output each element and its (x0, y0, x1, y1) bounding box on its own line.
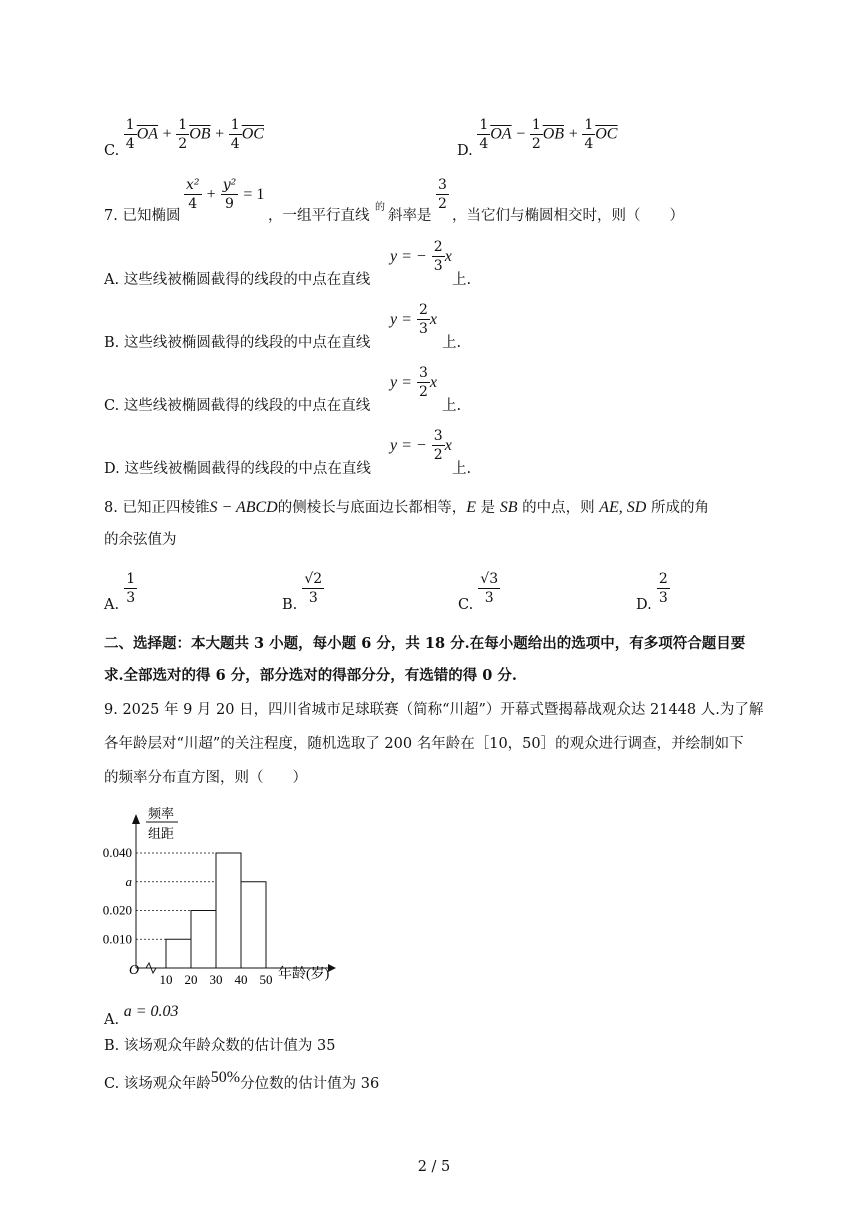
q6-option-c: C. $\frac{1}{4}$ $\overline{OA}$ + $\frac{1}{2}$ $\overline{OB}$ + $\frac{1}{4}$ $\overline{OC}$ (104, 117, 264, 159)
histogram-bar (241, 882, 266, 968)
q7-stem-start: 7. 已知椭圆 (104, 208, 181, 224)
fraction: $\frac{1}{4}$ (479, 117, 489, 152)
y-tick-label: 0.020 (102, 902, 132, 918)
histogram-bar (166, 939, 191, 968)
page-number: 2 / 5 (417, 1159, 451, 1175)
q9-stem-line1: 9. 2025 年 9 月 20 日，四川省城市足球联赛（简称“川超”）开幕式暨揭幕战观众达 21448 人.为了解 (104, 702, 764, 718)
x-tick-label: 50 (259, 972, 273, 987)
q7-stem-end: ，当它们与椭圆相交时，则（ ） (452, 208, 684, 224)
q7-slope-text: 斜率是 (388, 208, 432, 224)
option-label: D. (457, 142, 473, 159)
y-axis-arrow (132, 814, 140, 824)
histogram-bar (191, 911, 216, 969)
q9-option-c: C. 该场观众年龄50%分位数的估计值为 36 (104, 1069, 380, 1092)
slope-fraction: $\frac{3}{2}$ (438, 177, 447, 212)
histogram-bar (216, 853, 241, 968)
fraction: $\frac{1}{2}$ (531, 117, 541, 152)
q9-option-a: A. a = 0.03 (104, 1003, 179, 1028)
vector-ob: $\overline{OB}$ (542, 125, 565, 143)
q9-stem-line3: 的频率分布直方图，则（ ） (104, 770, 307, 786)
frequency-histogram (96, 800, 346, 990)
vector-oa: $\overline{OA}$ (136, 125, 159, 143)
fraction: $\frac{1}{4}$ (230, 117, 240, 152)
q8-option-b: B. $\frac{√2}{3}$ (282, 571, 323, 613)
q8-option-d: D. $\frac{2}{3}$ (636, 571, 668, 613)
x-tick-label: 40 (234, 972, 248, 987)
x-tick-label: 10 (159, 972, 173, 987)
vector-ob: $\overline{OB}$ (189, 125, 211, 143)
q8-option-c: C. $\frac{√3}{3}$ (458, 571, 499, 613)
section-heading-line2: 求.全部选对的得 6 分，部分选对的得部分分，有选错的得 0 分. (104, 667, 517, 684)
vector-oc: $\overline{OC}$ (595, 125, 618, 143)
y-tick-label: a (125, 873, 132, 889)
q7-stem-mid: ，一组平行直线 (268, 208, 370, 224)
q9-stem-line2: 各年龄层对“川超”的关注程度，随机选取了 200 名年龄在［10，50］的观众进行调查，并绘制如下 (104, 736, 744, 752)
y-label-top: 频率 (148, 806, 175, 821)
fraction: $\frac{1}{4}$ (584, 117, 594, 152)
x-axis-label: 年龄(岁) (278, 967, 330, 982)
q7-de-char: 的 (375, 202, 385, 213)
ellipse-equation: $\frac{\text{x²}}{4}$ + $\frac{\text{y²}}{9}$ = 1 (186, 177, 265, 212)
y-label-bottom: 组距 (148, 826, 175, 841)
fraction: $\frac{1}{2}$ (178, 117, 188, 152)
section-heading-line1: 二、选择题：本大题共 3 小题，每小题 6 分，共 18 分.在每小题给出的选项中，有多项符合题目要 (104, 635, 746, 652)
fraction: $\frac{1}{4}$ (125, 117, 135, 152)
q9-option-b: B. 该场观众年龄众数的估计值为 35 (104, 1038, 336, 1054)
vector-oa: $\overline{OA}$ (490, 125, 512, 143)
q8-stem: 8. 已知正四棱锥S − ABCD的侧棱长与底面边长都相等，E 是 SB 的中点，则 AE, SD 所成的角 (104, 499, 709, 516)
x-tick-label: 30 (209, 972, 223, 987)
option-label: C. (104, 142, 120, 159)
x-tick-label: 20 (184, 972, 198, 987)
vector-oc: $\overline{OC}$ (241, 125, 264, 143)
y-tick-label: 0.010 (102, 931, 132, 947)
y-tick-label: 0.040 (102, 845, 132, 860)
q8-option-a: A. $\frac{1}{3}$ (104, 571, 136, 613)
q6-option-d: D. $\frac{1}{4}$ $\overline{OA}$ − $\frac{1}{2}$ $\overline{OB}$ + $\frac{1}{4}$ $\overline{OC}$ (457, 117, 618, 159)
origin-label: O (129, 963, 140, 978)
q8-stem-line2: 的余弦值为 (104, 532, 177, 548)
